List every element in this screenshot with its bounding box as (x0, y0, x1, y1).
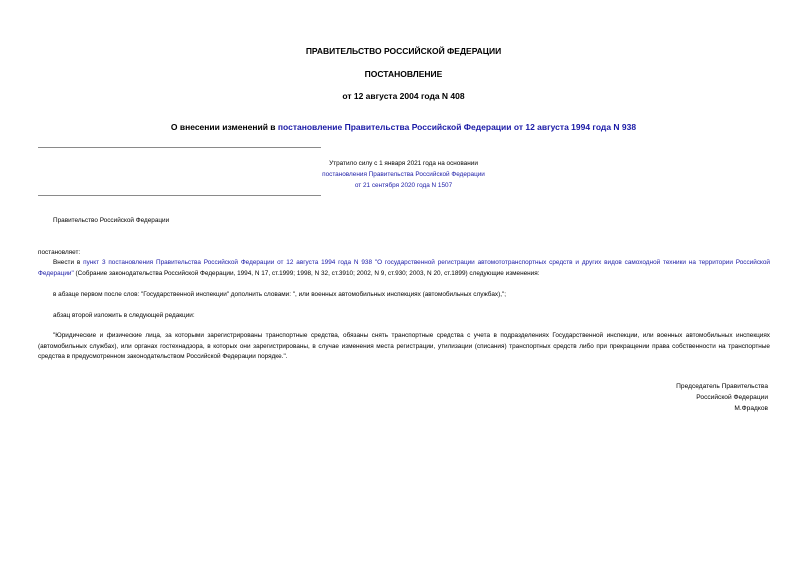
title-prefix: О внесении изменений в (170, 122, 278, 132)
paragraph-1-prefix: Внести в (53, 259, 84, 266)
signature-title: Председатель Правительства (676, 383, 768, 390)
status-note-link-line2[interactable]: постановления Правительства Российской Федерации (322, 171, 485, 178)
divider-bottom (38, 195, 321, 196)
signature-org: Российской Федерации (696, 394, 768, 401)
paragraph-4: "Юридические и физические лица, за которыми зарегистрированы транспортные средства, обязаны снять транспортные средства с учета в подразделениях Государственной инспекции, или военных автомобильных инспекциях (автомобильных службах), или органах гостехнадзора, в которых они зарегистрированы, в случае изменения места регистрации, утилизации (списания) транспортных средств либо при прекращении права собственности на транспортные средства в предусмотренном законодательством Российской Федерации порядке.". (38, 332, 770, 360)
status-note-link-line3[interactable]: от 21 сентября 2020 года N 1507 (354, 182, 453, 189)
title-link[interactable]: постановление Правительства Российской Федерации от 12 августа 1994 года N 938 (277, 122, 637, 132)
paragraph-1 (38, 258, 770, 279)
divider-top (38, 147, 321, 148)
document-date-number: от 12 августа 2004 года N 408 (342, 91, 465, 101)
paragraph-1-suffix: (Собрание законодательства Российской Федерации, 1994, N 17, ст.1999; 1998, N 32, ст.3910; 2002, N 9, ст.930; 2003, N 20, ст.1899) следующие изменения: (73, 269, 540, 277)
signature-name: М.Фрадков (734, 405, 768, 412)
paragraph-3: абзац второй изложить в следующей редакции: (53, 312, 195, 319)
document-title (0, 122, 807, 132)
status-note-line1: Утратило силу с 1 января 2021 года на основании (329, 160, 478, 167)
document-type: ПОСТАНОВЛЕНИЕ (364, 69, 443, 79)
paragraph-1-link[interactable]: пункт 3 постановления Правительства Российской Федерации от 12 августа 1994 года N 938 "О государственной регистрации автомототранспортных средств и других видов самоходной техники на территории Российской Федерации" (38, 259, 771, 277)
government-heading: ПРАВИТЕЛЬСТВО РОССИЙСКОЙ ФЕДЕРАЦИИ (305, 46, 502, 56)
paragraph-2: в абзаце первом после слов: "Государственной инспекции" дополнить словами: ", или военных автомобильных инспекциях (автомобильных службах),"; (53, 291, 507, 298)
decrees-line: постановляет: (38, 249, 81, 256)
government-line: Правительство Российской Федерации (53, 217, 170, 224)
